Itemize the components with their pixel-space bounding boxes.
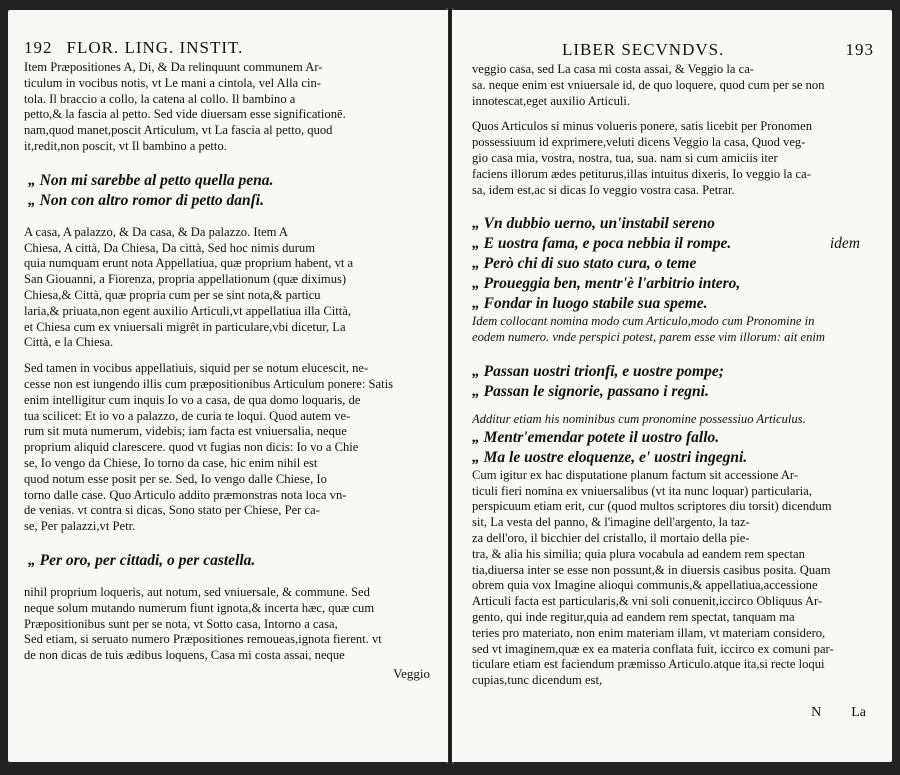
right-running-head bbox=[472, 40, 878, 60]
text-line: Sed etiam, si seruato numero Præpositiones remoueas,ignota fierent. vt bbox=[24, 632, 382, 647]
verse-line: „ Proueggia ben, mentr'è l'arbitrio intero, bbox=[472, 275, 741, 293]
right-verse-3 bbox=[472, 428, 878, 468]
text-line: it,redit,non poscit, vt Il bambino a petto. bbox=[24, 138, 227, 153]
text-line: petto,& la fascia al petto. Sed vide diuersam esse significationē. bbox=[24, 107, 346, 122]
text-line: de non dicas de tuis ædibus loquens, Casa mi costa assai, neque bbox=[24, 648, 345, 663]
verse-line: „ Per oro, per cittadi, o per castella. bbox=[28, 551, 256, 569]
text-line: se, Io vengo da Chiese, Io torno da case, hic enim nihil est bbox=[24, 455, 318, 470]
text-line: tra, & alia his similia; quia plura vocabula ad eandem rem spectan bbox=[472, 546, 805, 561]
verse-line: „ Non con altro romor di petto danſi. bbox=[28, 191, 264, 209]
side-note: idem bbox=[829, 235, 860, 253]
verse-line: „ Vn dubbio uerno, un'instabil sereno bbox=[472, 215, 715, 233]
right-footer bbox=[472, 705, 878, 721]
text-line: cesse non est iungendo illis cum præpositionibus Articulum ponere: Satis bbox=[24, 376, 394, 391]
left-page bbox=[8, 10, 448, 762]
text-line: ticulare etiam est faciendum præmisso Articulo.atque ita,si recte loqui bbox=[472, 657, 825, 672]
verse-line: „ Fondar in luogo stabile sua speme. bbox=[472, 295, 708, 313]
text-line: de venias. vt contra si dicas, Sono stato per Chiese, Per ca- bbox=[24, 503, 320, 518]
left-page-number: 192 bbox=[24, 38, 53, 57]
text-line: neque solum mutando numerum fiunt ignota,& incerta hæc, quæ cum bbox=[24, 600, 375, 615]
text-line: innotescat,eget auxilio Articuli. bbox=[472, 93, 631, 108]
text-line: sa, idem est,ac si dicas Io veggio vostra casa. Petrar. bbox=[472, 182, 735, 197]
text-line: ticuli fieri nomina ex vniuersalibus (vt ita nunc loquar) particularia, bbox=[472, 483, 812, 498]
text-line: et Chiesa cum ex vniuersali migrêt in particulare,vbi dicetur, La bbox=[24, 319, 346, 334]
left-verse-1 bbox=[28, 171, 438, 211]
verse-line: „ Passan uostri trionfi, e uostre pompe; bbox=[472, 362, 724, 380]
text-line: sa. neque enim est vniuersale id, de quo loquere, quod cum per se non bbox=[472, 77, 825, 92]
text-line: tia,diuersa inter se esse non possunt,& in diuersis casibus posita. Quam bbox=[472, 562, 831, 577]
text-line: eodem numero. vnde perspici potest, parem esse vim illorum: ait enim bbox=[472, 330, 826, 345]
left-running-title: FLOR. LING. INSTIT. bbox=[66, 38, 244, 57]
right-catchword: La bbox=[851, 704, 866, 720]
text-line: faciens illorum ædes petiturus,illas intuitus dixeris, Io veggio la ca- bbox=[472, 166, 811, 181]
text-line: se, Per palazzi,vt Petr. bbox=[24, 519, 136, 534]
text-line: rum sit muta numerum, videbis; iam facta est vniuersalia, neque bbox=[24, 424, 347, 439]
text-line: Additur etiam his nominibus cum pronomine possessiuo Articulus. bbox=[472, 411, 806, 426]
text-line: quia numquam erunt nota Appellatiua, quæ proprium habent, vt a bbox=[24, 256, 354, 271]
left-verse-2 bbox=[28, 551, 438, 571]
right-page-number: 193 bbox=[845, 40, 874, 59]
text-line: gento, qui inde regitur,quia ad eandem rem spectat, tanquam ma bbox=[472, 609, 795, 624]
text-line: gio casa mia, vostra, nostra, tua, sua. nam si cum amiciis iter bbox=[472, 150, 778, 165]
right-block-5 bbox=[472, 468, 878, 689]
verse-line: „ Ma le uostre eloquenze, e' uostri ingegni. bbox=[472, 448, 748, 466]
verse-line: „ Però chi di suo stato cura, o teme bbox=[472, 255, 697, 273]
verse-line: „ Passan le signorie, passano i regni. bbox=[472, 382, 709, 400]
verse-line: „ E uostra fama, e poca nebbia il rompe. idem bbox=[472, 235, 860, 253]
text-line: Quos Articulos si minus volueris ponere, satis licebit per Pronomen bbox=[472, 119, 812, 134]
text-line: tua scilicet: Et io vo a palazzo, de curia te loqui. Quod autem ve- bbox=[24, 408, 351, 423]
left-block-2 bbox=[24, 225, 438, 351]
text-line: Chiesa, A città, Da Chiesa, Da città, Sed hoc nimis durum bbox=[24, 240, 316, 255]
text-line: teries pro materiato, non enim materiam illam, vt materiam considero, bbox=[472, 625, 826, 640]
left-block-1 bbox=[24, 60, 438, 155]
text-line: tola. Il braccio a collo, la catena al collo. Il bambino a bbox=[24, 91, 296, 106]
verse-line: „ Mentr'emendar potete il uostro fallo. bbox=[472, 428, 720, 446]
text-line: veggio casa, sed La casa mi costa assai, & Veggio la ca- bbox=[472, 62, 754, 76]
right-running-title: LIBER SECVNDVS. bbox=[562, 40, 725, 59]
left-catchword: Veggio bbox=[393, 665, 430, 681]
right-block-1 bbox=[472, 62, 878, 109]
left-block-4 bbox=[24, 585, 438, 664]
text-line: laria,& priuata,non egent auxilio Articuli,vt appellatiua illa Città, bbox=[24, 303, 351, 318]
text-line: perspicuum etiam erit, cur (quod multos scriptores diu torsit) dicendum bbox=[472, 499, 832, 514]
text-line: San Giouanni, a Fiorenza, propria appellationum (quæ diximus) bbox=[24, 272, 347, 287]
text-line: Articuli facta est particularis,& vni soli conuenit,iccirco Obliquus Ar- bbox=[472, 594, 823, 609]
text-line: nihil proprium loqueris, aut notum, sed vniuersale, & commune. Sed bbox=[24, 584, 370, 599]
right-verse-2 bbox=[472, 362, 878, 402]
text-line: Città, e la Chiesa. bbox=[24, 335, 114, 350]
text-line: Item Præpositiones A, Di, & Da relinquunt communem Ar- bbox=[24, 60, 323, 74]
text-line: za dell'oro, il bicchier del cristallo, il mortaio della pie- bbox=[472, 530, 750, 545]
text-line: torno dalle case. Quo Articulo addito præmonstras nota loca vn- bbox=[24, 487, 347, 502]
text-line: proprium aliquid clarescere. quod vt fugias non dicis: Io vo a Chie bbox=[24, 440, 359, 455]
text-line: enim intelligitur cum inquis Io vo a casa, de qua domo loquaris, de bbox=[24, 392, 361, 407]
right-block-3 bbox=[472, 314, 878, 346]
text-line: Idem collocant nomina modo cum Articulo,modo cum Pronomine in bbox=[472, 314, 815, 329]
text-line: sed vt imaginem,quæ ex ea materia conflata fuit, iccirco ex comuni par- bbox=[472, 641, 834, 656]
text-line: cupias,tunc dicendum est, bbox=[472, 673, 603, 688]
text-line: Cum igitur ex hac disputatione planum factum sit accessione Ar- bbox=[472, 467, 799, 482]
text-line: possessiuum id exprimere,veluti dicens Veggio la casa, Quod veg- bbox=[472, 135, 806, 150]
right-verse-1 bbox=[472, 214, 878, 314]
text-line: quod notum esse posit per se. Sed, Io vengo dalle Chiese, Io bbox=[24, 471, 327, 486]
verse-line: „ Non mi sarebbe al petto quella pena. bbox=[28, 171, 274, 189]
left-running-head bbox=[24, 38, 438, 58]
text-line: Chiesa,& Città, quæ propria cum per se sint nota,& particu bbox=[24, 287, 321, 302]
text-line: A casa, A palazzo, & Da casa, & Da palazzo. Item A bbox=[24, 224, 289, 239]
text-line: nam,quod manet,poscit Articulum, vt La fascia al petto, quod bbox=[24, 123, 333, 138]
right-block-4 bbox=[472, 412, 878, 428]
text-line: Præpositionibus sunt per se nota, vt Sotto casa, Intorno a casa, bbox=[24, 616, 338, 631]
signature-mark: N bbox=[811, 704, 822, 720]
text-line: sit, La vesta del panno, & l'imagine dell'argento, la taz- bbox=[472, 515, 750, 530]
right-page bbox=[452, 10, 892, 762]
left-block-3 bbox=[24, 361, 438, 535]
right-block-2 bbox=[472, 119, 878, 198]
text-line: Sed tamen in vocibus appellatiuis, siquid per se notum elucescit, ne- bbox=[24, 361, 369, 376]
text-line: obrem quia vox Imagine alioqui communis,& appellatiua,accessione bbox=[472, 578, 818, 593]
text-line: ticulum in vocibus notis, vt Le mani a cintola, vel Alla cin- bbox=[24, 75, 321, 90]
